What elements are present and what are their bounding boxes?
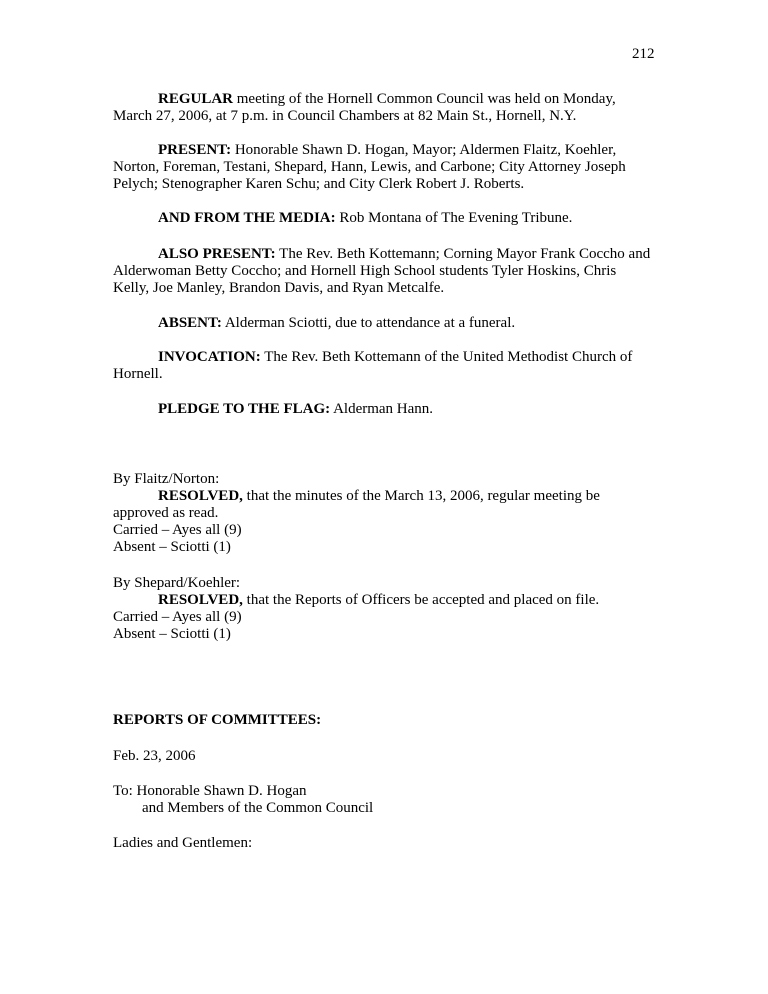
resolved-lead: RESOLVED, — [158, 592, 243, 608]
resolution-continuation: approved as read. — [113, 505, 219, 521]
resolution-line: that the minutes of the March 13, 2006, regular meeting be — [242, 488, 600, 504]
resolution-text — [113, 488, 673, 505]
paragraph-invocation — [113, 349, 653, 383]
letter-recipient — [113, 783, 673, 817]
regular-text: meeting of the Hornell Common Council was held on Monday, March 27, 2006, at 7 p.m. in Council Chambers at 82 Main St., Hornell, N.Y. — [113, 91, 616, 124]
committees-heading — [113, 712, 673, 729]
present-lead: PRESENT: — [158, 142, 232, 158]
paragraph-also-present — [113, 246, 653, 297]
invocation-text: The Rev. Beth Kottemann of the United Methodist Church of Hornell. — [113, 349, 633, 382]
resolution-minutes — [113, 471, 673, 556]
pledge-text: Alderman Hann. — [330, 401, 434, 417]
also-present-text: The Rev. Beth Kottemann; Corning Mayor Frank Coccho and Alderwoman Betty Coccho; and Hornell High School students Tyler Hoskins, Chris Kelly, Joe Manley, Brandon Davis, and Ryan Metcalfe. — [113, 246, 651, 296]
also-present-lead: ALSO PRESENT: — [158, 246, 276, 262]
paragraph-pledge — [113, 401, 653, 418]
paragraph-absent — [113, 315, 653, 332]
vote-absent: Absent – Sciotti (1) — [113, 539, 231, 555]
page-number: 212 — [632, 46, 655, 62]
pledge-lead: PLEDGE TO THE FLAG: — [158, 401, 331, 417]
vote-carried: Carried – Ayes all (9) — [113, 609, 242, 625]
regular-lead: REGULAR — [158, 91, 234, 107]
paragraph-media — [113, 210, 653, 227]
paragraph-regular — [113, 91, 653, 125]
invocation-lead: INVOCATION: — [158, 349, 261, 365]
recipient-line-2: and Members of the Common Council — [142, 800, 374, 816]
paragraph-present — [113, 142, 653, 193]
vote-absent: Absent – Sciotti (1) — [113, 626, 231, 642]
recipient-line-1: To: Honorable Shawn D. Hogan — [113, 783, 307, 799]
resolution-movers: By Shepard/Koehler: — [113, 575, 241, 591]
letter-date: Feb. 23, 2006 — [113, 748, 196, 764]
vote-carried: Carried – Ayes all (9) — [113, 522, 242, 538]
letter-salutation: Ladies and Gentlemen: — [113, 835, 253, 851]
media-text: Rob Montana of The Evening Tribune. — [335, 210, 573, 226]
absent-text: Alderman Sciotti, due to attendance at a funeral. — [221, 315, 516, 331]
absent-lead: ABSENT: — [158, 315, 222, 331]
resolution-movers: By Flaitz/Norton: — [113, 471, 220, 487]
resolved-lead: RESOLVED, — [158, 488, 243, 504]
resolution-text — [113, 592, 673, 609]
media-lead: AND FROM THE MEDIA: — [158, 210, 336, 226]
present-text: Honorable Shawn D. Hogan, Mayor; Aldermen Flaitz, Koehler, Norton, Foreman, Testani, Shepard, Hann, Lewis, and Carbone; City Attorney Joseph Pelych; Stenographer Karen Schu; and City Clerk Robert J. Roberts. — [113, 142, 626, 192]
resolution-reports — [113, 575, 673, 643]
resolution-line: that the Reports of Officers be accepted and placed on file. — [242, 592, 600, 608]
committees-heading-text: REPORTS OF COMMITTEES: — [113, 712, 322, 728]
